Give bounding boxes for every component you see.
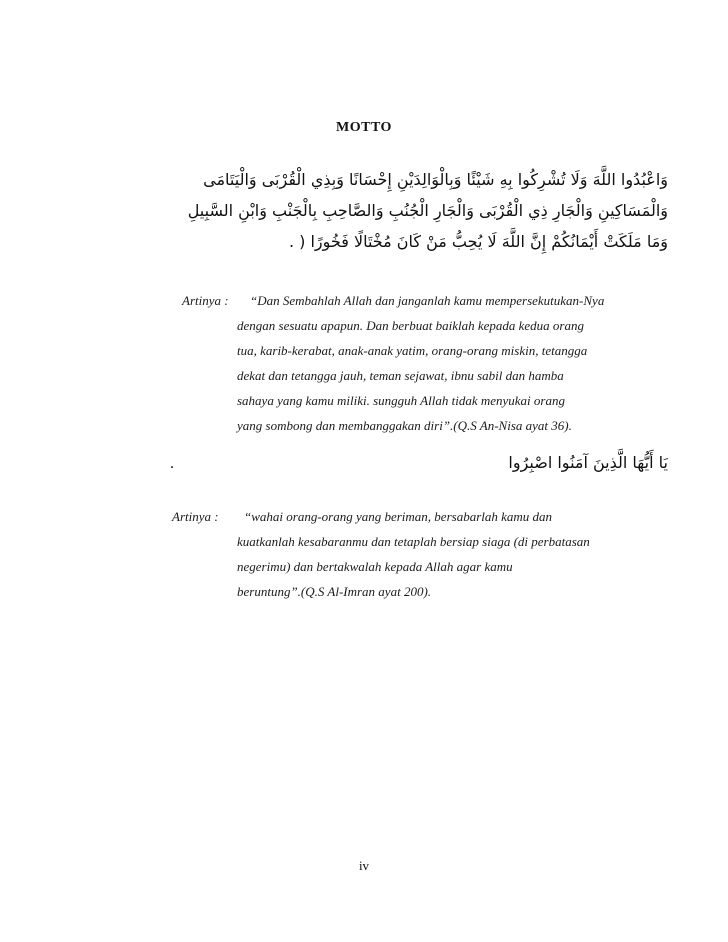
translation-line: dengan sesuatu apapun. Dan berbuat baiklah kepada kedua orang: [237, 318, 584, 333]
arabic-verse-2: يَا أَيُّهَا الَّذِينَ آمَنُوا اصْبِرُوا: [508, 453, 668, 472]
translation-line: dekat dan tetangga jauh, teman sejawat, ibnu sabil dan hamba: [237, 368, 564, 383]
translation-line: kuatkanlah kesabaranmu dan tetaplah bersiap siaga (di perbatasan: [237, 534, 590, 549]
page-title: MOTTO: [336, 120, 392, 135]
page-number: iv: [358, 858, 370, 873]
translation-line: sahaya yang kamu miliki. sungguh Allah tidak menyukai orang: [237, 393, 565, 408]
translation-line: beruntung”.(Q.S Al-Imran ayat 200).: [237, 584, 432, 599]
translation-line: “Dan Sembahlah Allah dan janganlah kamu mempersekutukan-Nya: [250, 293, 605, 308]
arabic-verse-line-2: وَالْمَسَاكِينِ وَالْجَارِ ذِي الْقُرْبَى وَالْجَارِ الْجُنُبِ وَالصَّاحِبِ بِالْجَنْبِ وَابْنِ السَّبِيلِ: [187, 201, 668, 220]
translation-line: yang sombong dan membanggakan diri”.(Q.S An-Nisa ayat 36).: [237, 418, 572, 433]
translation-block-1: [182, 290, 612, 440]
translation-block-2: [172, 506, 604, 606]
translation-line: tua, karib-kerabat, anak-anak yatim, orang-orang miskin, tetangga: [237, 343, 588, 358]
translation-line: “wahai orang-orang yang beriman, bersabarlah kamu dan: [244, 509, 553, 524]
arabic-verse-line-1: وَاعْبُدُوا اللَّهَ وَلَا تُشْرِكُوا بِهِ شَيْئًا وَبِالْوَالِدَيْنِ إِحْسَانًا وَبِذِي الْقُرْبَى وَالْيَتَامَى: [203, 170, 668, 189]
translation-line: negerimu) dan bertakwalah kepada Allah agar kamu: [237, 559, 513, 574]
arabic-verse-line-3: وَمَا مَلَكَتْ أَيْمَانُكُمْ إِنَّ اللَّهَ لَا يُحِبُّ مَنْ كَانَ مُخْتَالًا فَخُورًا ( .: [288, 232, 668, 251]
verse-stop-mark: .: [170, 455, 174, 472]
translation-label: Artinya :: [182, 293, 229, 308]
translation-label: Artinya :: [172, 509, 219, 524]
